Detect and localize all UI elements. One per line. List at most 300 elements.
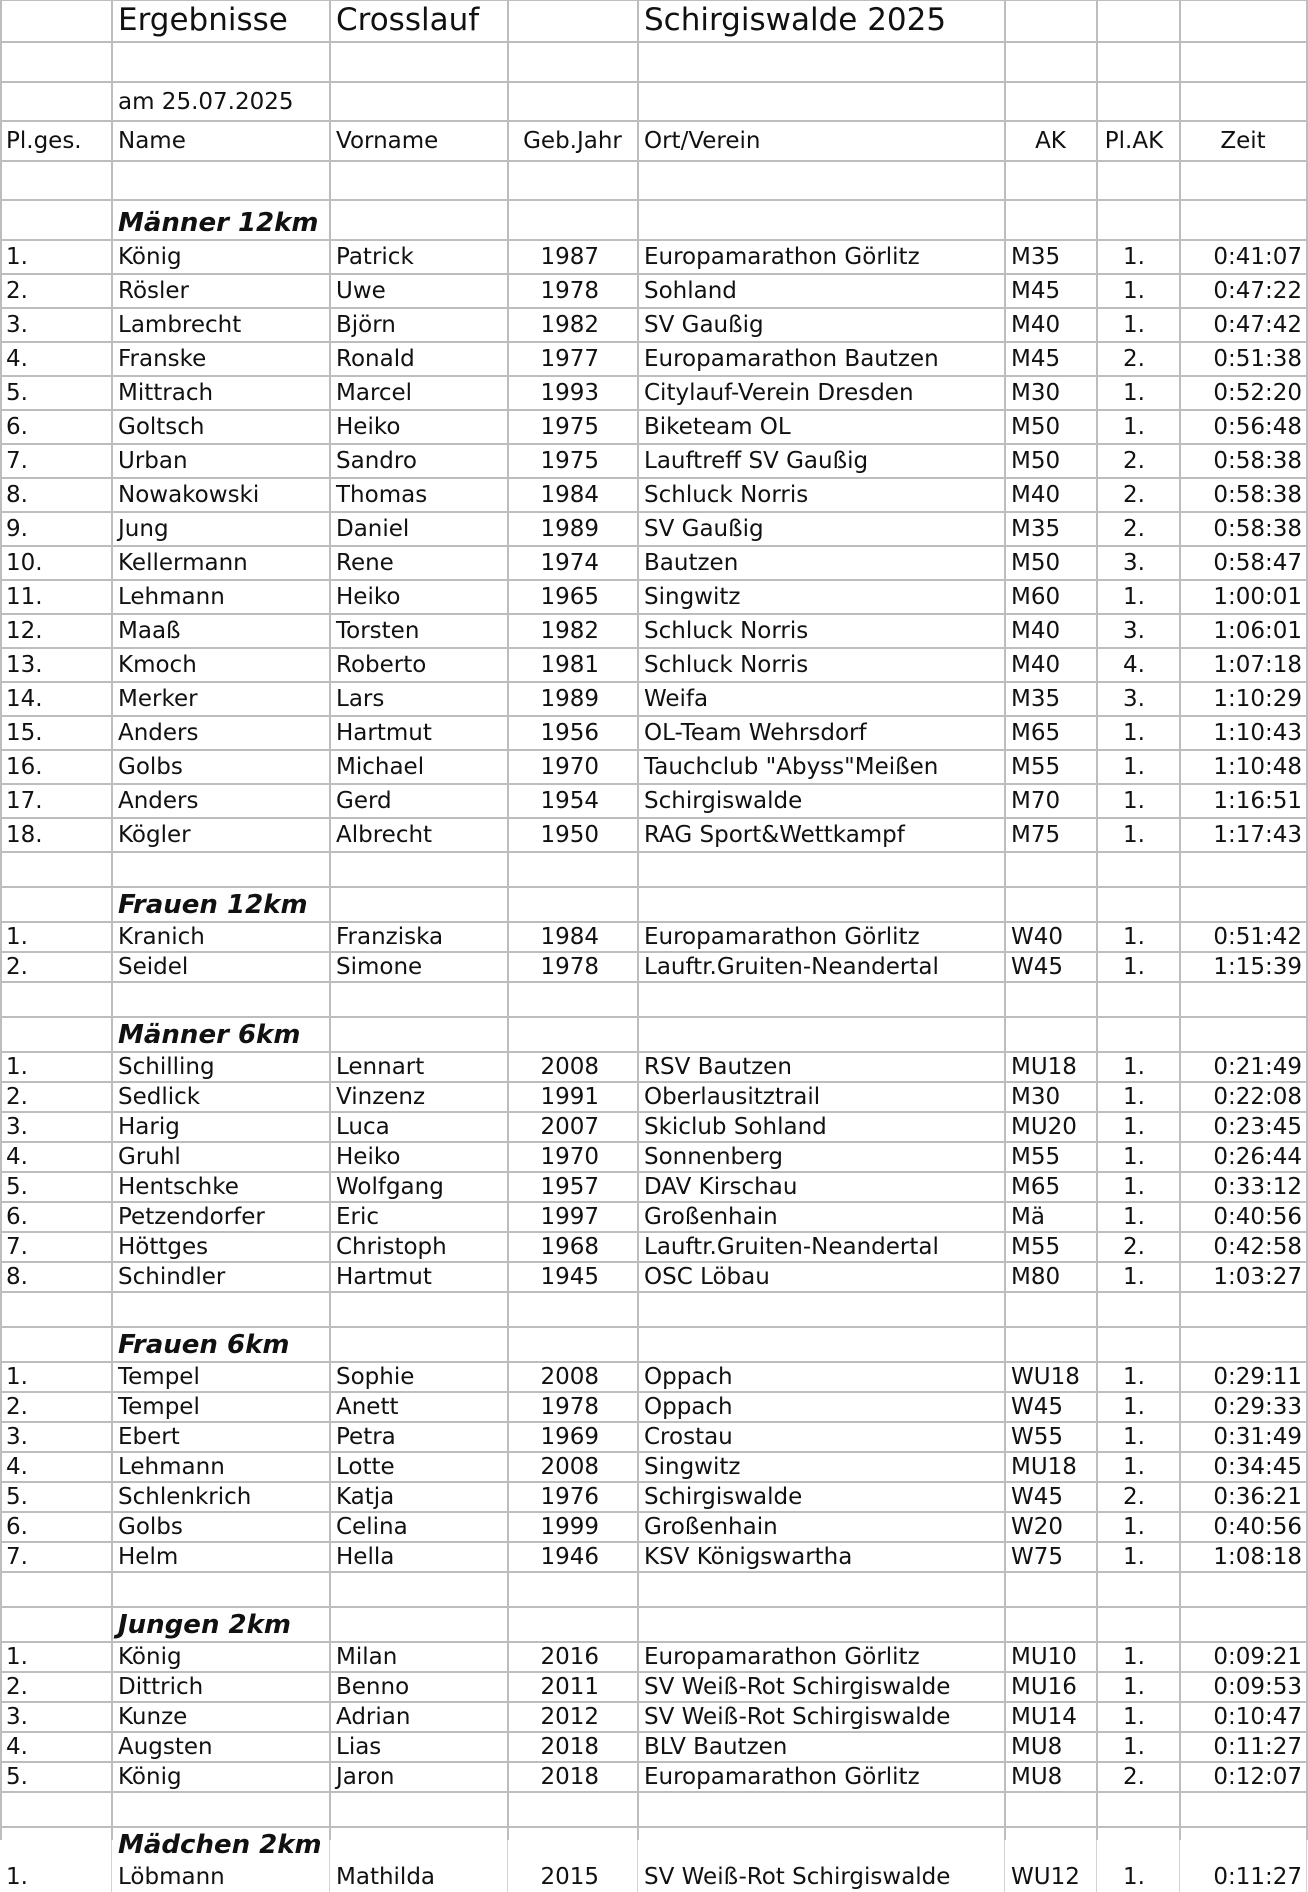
grid-line [0,1731,1308,1733]
cell-class-place [1097,1292,1180,1327]
grid-line [0,1826,1308,1828]
cell-time: 1:15:39 [1180,952,1307,982]
cell-birth-year [508,1572,638,1607]
cell-age-class: W40 [1005,922,1097,952]
grid-line [0,160,1308,162]
section-title-row [0,200,1308,240]
cell-time: 0:12:07 [1180,1762,1307,1792]
result-row [0,1142,1308,1172]
section-title: Frauen 12km [112,887,330,922]
grid-line [0,1671,1308,1673]
cell-first-name: Hartmut [330,1262,508,1292]
cell-age-class [1005,852,1097,887]
cell-class-place: 1. [1097,952,1180,982]
grid-line [0,307,1308,309]
cell-last-name: Nowakowski [112,478,330,512]
cell-club: OSC Löbau [638,1262,1005,1292]
result-row [0,342,1308,376]
cell-first-name [330,82,508,121]
cell-class-place: 2. [1097,478,1180,512]
cell-first-name: Lias [330,1732,508,1762]
grid-line [0,1541,1308,1543]
cell-last-name: Tempel [112,1392,330,1422]
grid-line [0,81,1308,83]
grid-line [0,851,1308,853]
cell-club: Europamarathon Görlitz [638,1642,1005,1672]
cell-birth-year: 2018 [508,1762,638,1792]
cell-age-class: W20 [1005,1512,1097,1542]
cell-class-place: 2. [1097,1482,1180,1512]
result-row [0,1672,1308,1702]
cell-birth-year: 1965 [508,580,638,614]
section-title: Frauen 6km [112,1327,330,1362]
cell-last-name: Maaß [112,614,330,648]
cell-age-class: MU8 [1005,1732,1097,1762]
result-row [0,410,1308,444]
cell-last-name: Schilling [112,1052,330,1082]
cell-age-class: W45 [1005,1392,1097,1422]
cell-first-name [330,1292,508,1327]
section-title: Mädchen 2km [112,1827,330,1862]
cell-club: Lauftr.Gruiten-Neandertal [638,1232,1005,1262]
cell-time [1180,1572,1307,1607]
cell-time: 1:00:01 [1180,580,1307,614]
cell-club: Citylauf-Verein Dresden [638,376,1005,410]
cell-birth-year: 1970 [508,1142,638,1172]
cell-class-place: 1. [1097,1862,1180,1892]
cell-birth-year: 2007 [508,1112,638,1142]
cell-birth-year: 1984 [508,922,638,952]
cell-birth-year: 2015 [508,1862,638,1892]
cell-last-name: Kellermann [112,546,330,580]
cell-age-class: M50 [1005,546,1097,580]
section-title: Männer 6km [112,1017,330,1052]
cell-last-name: Sedlick [112,1082,330,1112]
cell-place [0,1017,112,1052]
cell-time [1180,1327,1307,1362]
blank-row [0,1572,1308,1607]
cell-club: Europamarathon Görlitz [638,1762,1005,1792]
cell-club [638,1607,1005,1642]
cell-birth-year: 1957 [508,1172,638,1202]
result-row [0,1542,1308,1572]
cell-birth-year: 1984 [508,478,638,512]
cell-first-name: Benno [330,1672,508,1702]
cell-first-name: Eric [330,1202,508,1232]
cell-club [638,200,1005,240]
cell-birth-year: 1999 [508,1512,638,1542]
cell-first-name: Daniel [330,512,508,546]
cell-place: 5. [0,1172,112,1202]
section-title-row [0,1607,1308,1642]
grid-line [0,239,1308,241]
cell-club: SV Gaußig [638,308,1005,342]
cell-birth-year [508,1327,638,1362]
blank-row [0,42,1308,82]
cell-place [0,161,112,200]
column-header: Pl.AK [1097,121,1180,161]
cell-birth-year: 1978 [508,952,638,982]
result-row [0,818,1308,852]
cell-birth-year: 1982 [508,614,638,648]
result-row [0,240,1308,274]
result-row [0,274,1308,308]
cell-time: 0:10:47 [1180,1702,1307,1732]
cell-first-name: Heiko [330,580,508,614]
result-row [0,478,1308,512]
grid-line [0,1261,1308,1263]
cell-place: 4. [0,1452,112,1482]
cell-club: Oberlausitztrail [638,1082,1005,1112]
grid-line [0,1391,1308,1393]
cell-place [0,982,112,1017]
cell-first-name: Luca [330,1112,508,1142]
cell-time: 0:23:45 [1180,1112,1307,1142]
cell-first-name: Roberto [330,648,508,682]
cell-class-place: 2. [1097,444,1180,478]
cell-club: RSV Bautzen [638,1052,1005,1082]
cell-time: 0:40:56 [1180,1202,1307,1232]
cell-time: 0:51:38 [1180,342,1307,376]
cell-time: 1:10:29 [1180,682,1307,716]
cell-last-name: Höttges [112,1232,330,1262]
cell-club: KSV Königswartha [638,1542,1005,1572]
cell-club [638,1827,1005,1862]
cell-age-class: M60 [1005,580,1097,614]
grid-line [0,1231,1308,1233]
grid-line [0,477,1308,479]
cell-last-name: Merker [112,682,330,716]
cell-class-place: 1. [1097,1172,1180,1202]
grid-line [0,341,1308,343]
cell-place: 7. [0,1542,112,1572]
grid-line [0,0,1308,1]
cell-age-class: M40 [1005,478,1097,512]
cell-time: 1:17:43 [1180,818,1307,852]
column-header: AK [1005,121,1097,161]
grid-line [0,921,1308,923]
grid-line [0,1761,1308,1763]
cell-place: 1. [0,1642,112,1672]
grid-line [0,1791,1308,1793]
cell-first-name: Heiko [330,410,508,444]
cell-last-name: Kranich [112,922,330,952]
cell-birth-year: 1989 [508,682,638,716]
cell-place: 7. [0,1232,112,1262]
cell-place [0,852,112,887]
cell-place [0,887,112,922]
cell-time: 0:29:33 [1180,1392,1307,1422]
cell-age-class [1005,82,1097,121]
cell-last-name [112,1792,330,1827]
cell-birth-year: 1968 [508,1232,638,1262]
cell-class-place [1097,1827,1180,1862]
cell-first-name: Petra [330,1422,508,1452]
date-row [0,82,1308,121]
grid-line [0,511,1308,513]
cell-time: 0:36:21 [1180,1482,1307,1512]
grid-line [1096,0,1098,1840]
cell-time: 0:11:27 [1180,1732,1307,1762]
cell-club: Schluck Norris [638,648,1005,682]
grid-line [0,1606,1308,1608]
cell-last-name: Kunze [112,1702,330,1732]
title-text: Schirgiswalde 2025 [638,0,1005,42]
result-row [0,1172,1308,1202]
cell-club: Schluck Norris [638,614,1005,648]
grid-line [0,579,1308,581]
cell-club: SV Weiß-Rot Schirgiswalde [638,1672,1005,1702]
result-row [0,1262,1308,1292]
cell-birth-year: 2008 [508,1452,638,1482]
grid-line [111,0,113,1840]
cell-class-place [1097,0,1180,42]
cell-time [1180,0,1307,42]
cell-time: 0:41:07 [1180,240,1307,274]
grid-line [0,886,1308,888]
cell-last-name: Rösler [112,274,330,308]
cell-class-place [1097,1572,1180,1607]
cell-age-class: MU14 [1005,1702,1097,1732]
cell-birth-year: 1946 [508,1542,638,1572]
cell-age-class: M80 [1005,1262,1097,1292]
grid-line [0,681,1308,683]
cell-place: 8. [0,1262,112,1292]
cell-club [638,1017,1005,1052]
cell-class-place: 1. [1097,308,1180,342]
cell-age-class: MU16 [1005,1672,1097,1702]
cell-first-name: Lotte [330,1452,508,1482]
cell-class-place [1097,82,1180,121]
cell-class-place: 3. [1097,682,1180,716]
cell-first-name: Hella [330,1542,508,1572]
cell-last-name [112,161,330,200]
cell-place: 17. [0,784,112,818]
cell-place: 5. [0,1482,112,1512]
cell-first-name: Katja [330,1482,508,1512]
cell-place: 5. [0,376,112,410]
cell-birth-year: 1987 [508,240,638,274]
cell-last-name: Schlenkrich [112,1482,330,1512]
section-title: Jungen 2km [112,1607,330,1642]
cell-club: SV Weiß-Rot Schirgiswalde [638,1702,1005,1732]
cell-place: 3. [0,1112,112,1142]
cell-birth-year: 1956 [508,716,638,750]
cell-time: 0:09:53 [1180,1672,1307,1702]
section-title-row [0,1827,1308,1862]
cell-age-class: M55 [1005,1142,1097,1172]
cell-age-class: W45 [1005,952,1097,982]
cell-first-name [330,887,508,922]
cell-place [0,1792,112,1827]
result-row [0,376,1308,410]
result-row [0,1052,1308,1082]
cell-time: 0:26:44 [1180,1142,1307,1172]
cell-class-place: 2. [1097,512,1180,546]
cell-age-class: M35 [1005,512,1097,546]
cell-age-class [1005,1017,1097,1052]
grid-line [0,1571,1308,1573]
grid-line [0,951,1308,953]
cell-birth-year: 1993 [508,376,638,410]
cell-age-class [1005,1327,1097,1362]
section-title-row [0,887,1308,922]
cell-last-name: Schindler [112,1262,330,1292]
cell-class-place: 1. [1097,410,1180,444]
result-row [0,1482,1308,1512]
cell-age-class: M75 [1005,818,1097,852]
grid-line [0,199,1308,201]
cell-place [0,1827,112,1862]
cell-birth-year: 1981 [508,648,638,682]
result-row [0,308,1308,342]
cell-first-name: Gerd [330,784,508,818]
grid-line [0,1201,1308,1203]
cell-place: 8. [0,478,112,512]
cell-birth-year: 1975 [508,444,638,478]
result-row [0,682,1308,716]
cell-class-place: 4. [1097,648,1180,682]
grid-line [637,0,639,1840]
result-row [0,1202,1308,1232]
cell-age-class: MU10 [1005,1642,1097,1672]
result-row [0,1512,1308,1542]
cell-club: Bautzen [638,546,1005,580]
cell-place: 2. [0,1672,112,1702]
cell-time: 1:03:27 [1180,1262,1307,1292]
grid-line [0,1701,1308,1703]
cell-last-name: Lambrecht [112,308,330,342]
grid-line [0,1361,1308,1363]
cell-last-name: Franske [112,342,330,376]
cell-last-name: König [112,1762,330,1792]
cell-first-name: Sophie [330,1362,508,1392]
cell-club: Oppach [638,1362,1005,1392]
cell-time: 0:40:56 [1180,1512,1307,1542]
grid-line [0,1511,1308,1513]
cell-class-place [1097,42,1180,82]
cell-club: Sohland [638,274,1005,308]
cell-birth-year [508,1827,638,1862]
cell-age-class: M50 [1005,410,1097,444]
cell-place [0,200,112,240]
result-row [0,648,1308,682]
event-date: am 25.07.2025 [112,82,330,121]
grid-line [0,1016,1308,1018]
cell-place: 2. [0,1082,112,1112]
cell-club: Tauchclub "Abyss"Meißen [638,750,1005,784]
cell-first-name [330,42,508,82]
grid-line [0,1421,1308,1423]
cell-first-name: Heiko [330,1142,508,1172]
cell-age-class: M35 [1005,682,1097,716]
cell-place: 4. [0,1142,112,1172]
cell-club: Europamarathon Görlitz [638,922,1005,952]
section-title-row [0,1327,1308,1362]
cell-first-name: Lars [330,682,508,716]
cell-class-place: 1. [1097,240,1180,274]
cell-class-place [1097,161,1180,200]
result-row [0,716,1308,750]
cell-last-name: Lehmann [112,580,330,614]
cell-age-class: Mä [1005,1202,1097,1232]
cell-birth-year: 1954 [508,784,638,818]
grid-line [0,273,1308,275]
cell-last-name: Seidel [112,952,330,982]
cell-first-name: Marcel [330,376,508,410]
cell-age-class [1005,161,1097,200]
cell-place [0,0,112,42]
grid-line [0,409,1308,411]
cell-birth-year: 1982 [508,308,638,342]
cell-age-class: WU18 [1005,1362,1097,1392]
cell-time: 0:51:42 [1180,922,1307,952]
grid-line [0,1141,1308,1143]
cell-first-name [330,1572,508,1607]
cell-class-place: 1. [1097,580,1180,614]
cell-time: 1:08:18 [1180,1542,1307,1572]
result-row [0,1392,1308,1422]
cell-last-name: Goltsch [112,410,330,444]
result-row [0,922,1308,952]
cell-class-place: 1. [1097,1262,1180,1292]
result-row [0,1112,1308,1142]
cell-first-name: Celina [330,1512,508,1542]
cell-time: 1:10:43 [1180,716,1307,750]
cell-age-class [1005,887,1097,922]
cell-age-class [1005,982,1097,1017]
cell-class-place: 1. [1097,1642,1180,1672]
cell-club [638,982,1005,1017]
cell-club: Großenhain [638,1202,1005,1232]
cell-time: 0:21:49 [1180,1052,1307,1082]
column-header-row [0,121,1308,161]
cell-club [638,1327,1005,1362]
cell-last-name: Helm [112,1542,330,1572]
cell-first-name [330,1792,508,1827]
cell-age-class: MU18 [1005,1452,1097,1482]
grid-line [0,783,1308,785]
cell-last-name: Golbs [112,750,330,784]
cell-place: 3. [0,308,112,342]
cell-class-place: 1. [1097,1082,1180,1112]
grid-line [507,0,509,1840]
cell-place: 2. [0,952,112,982]
cell-birth-year: 2011 [508,1672,638,1702]
cell-place [0,1572,112,1607]
cell-place [0,1607,112,1642]
column-header: Name [112,121,330,161]
cell-last-name: Urban [112,444,330,478]
cell-age-class: M70 [1005,784,1097,818]
cell-first-name [330,1327,508,1362]
cell-last-name: Jung [112,512,330,546]
cell-club [638,852,1005,887]
cell-age-class: M65 [1005,1172,1097,1202]
grid-line [0,981,1308,983]
cell-birth-year: 2018 [508,1732,638,1762]
cell-time [1180,42,1307,82]
cell-time [1180,1017,1307,1052]
title-text: Ergebnisse [112,0,330,42]
cell-place: 16. [0,750,112,784]
cell-time [1180,1827,1307,1862]
cell-club: Weifa [638,682,1005,716]
cell-place: 13. [0,648,112,682]
cell-birth-year [508,1792,638,1827]
cell-birth-year: 1969 [508,1422,638,1452]
cell-last-name: König [112,1642,330,1672]
